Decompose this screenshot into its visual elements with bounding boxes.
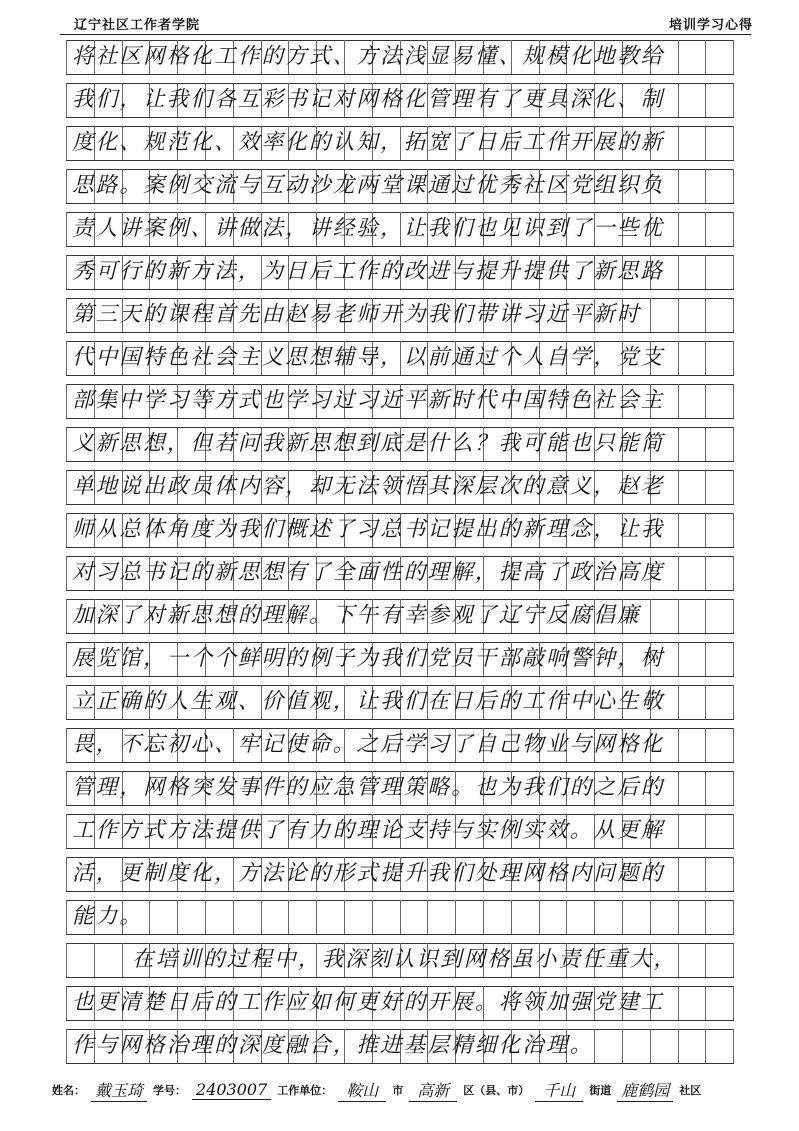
header-org: 辽宁社区工作者学院 xyxy=(74,18,201,33)
ruled-line xyxy=(66,762,734,763)
text-line: 对习总书记的新思想有了全面性的理解，提高了政治高度 xyxy=(72,560,665,585)
cell-divider xyxy=(733,40,734,74)
text-line: 在培训的过程中，我深刻认识到网格虽小责任重大， xyxy=(132,947,678,972)
cell-divider xyxy=(66,470,67,504)
text-line: 展览馆，一个个鲜明的例子为我们党员干部敲响警钟，树 xyxy=(72,646,665,671)
ruled-line xyxy=(66,848,734,849)
ruled-line xyxy=(66,203,734,204)
text-line: 活，更制度化，方法论的形式提升我们处理网格内问题的 xyxy=(72,861,665,886)
city-value: 鞍山 xyxy=(338,1078,386,1102)
cell-divider xyxy=(733,771,734,805)
district-label: 区（县、市） xyxy=(463,1084,530,1097)
cell-divider xyxy=(66,943,67,977)
cell-divider xyxy=(66,857,67,891)
ruled-line xyxy=(66,547,734,548)
cell-divider xyxy=(733,857,734,891)
text-line: 责人讲案例、讲做法，讲经验，让我们也见识到了一些优 xyxy=(72,216,665,241)
unit-label: 工作单位： xyxy=(277,1084,333,1097)
cell-divider xyxy=(733,728,734,762)
ruled-line xyxy=(66,805,734,806)
header-rule xyxy=(60,34,751,35)
cell-divider xyxy=(733,556,734,590)
text-line: 第三天的课程首先由赵易老师开为我们带讲习近平新时 xyxy=(72,302,641,327)
ruled-line xyxy=(66,676,734,677)
ruled-line xyxy=(66,719,734,720)
text-line: 师从总体角度为我们概述了习总书记提出的新理念，让我 xyxy=(72,517,665,542)
cell-divider xyxy=(733,126,734,160)
ruled-line xyxy=(66,461,734,462)
ruled-line xyxy=(66,1063,734,1064)
text-line: 思路。案例交流与互动沙龙两堂课通过优秀社区党组织负 xyxy=(72,173,665,198)
cell-divider xyxy=(66,169,67,203)
ruled-line xyxy=(66,246,734,247)
ruled-line xyxy=(66,590,734,591)
cell-divider xyxy=(733,169,734,203)
street-value: 千山 xyxy=(535,1078,583,1102)
cell-divider xyxy=(733,900,734,934)
text-line: 畏，不忘初心、牢记使命。之后学习了自己物业与网格化 xyxy=(72,732,665,757)
writing-sheet xyxy=(66,40,734,1072)
cell-divider xyxy=(733,599,734,633)
cell-divider xyxy=(66,599,67,633)
cell-divider xyxy=(733,986,734,1020)
cell-divider xyxy=(733,685,734,719)
cell-divider xyxy=(66,728,67,762)
cell-divider xyxy=(66,513,67,547)
ruled-line xyxy=(66,504,734,505)
cell-divider xyxy=(66,900,67,934)
cell-divider xyxy=(733,255,734,289)
ruled-line xyxy=(66,633,734,634)
cell-divider xyxy=(66,83,67,117)
ruled-line xyxy=(66,1020,734,1021)
ruled-line xyxy=(66,418,734,419)
text-line: 单地说出政员体内容，却无法领悟其深层次的意义，赵老 xyxy=(72,474,665,499)
cell-divider xyxy=(733,427,734,461)
text-line: 度化、规范化、效率化的认知，拓宽了日后工作开展的新 xyxy=(72,130,665,155)
cell-divider xyxy=(66,1029,67,1063)
footer xyxy=(52,1076,759,1104)
cell-divider xyxy=(733,298,734,332)
cell-divider xyxy=(66,341,67,375)
cell-divider xyxy=(66,40,67,74)
cell-divider xyxy=(733,83,734,117)
text-line: 部集中学习等方式也学习过习近平新时代中国特色社会主 xyxy=(72,388,665,413)
text-line: 立正确的人生观、价值观，让我们在日后的工作中心生敬 xyxy=(72,689,665,714)
cell-divider xyxy=(733,384,734,418)
cell-divider xyxy=(733,814,734,848)
ruled-line xyxy=(66,289,734,290)
id-label: 学号： xyxy=(153,1084,187,1097)
cell-divider xyxy=(733,470,734,504)
ruled-line xyxy=(66,934,734,935)
cell-divider xyxy=(66,685,67,719)
street-label: 街道 xyxy=(589,1084,612,1097)
ruled-line xyxy=(66,891,734,892)
ruled-line xyxy=(66,74,734,75)
cell-divider xyxy=(733,1029,734,1063)
text-line: 工作方式方法提供了有力的理论支持与实例实效。从更解 xyxy=(72,818,665,843)
cell-divider xyxy=(66,986,67,1020)
text-line: 代中国特色社会主义思想辅导，以前通过个人自学，党支 xyxy=(72,345,665,370)
cell-divider xyxy=(733,212,734,246)
text-line: 管理，网格突发事件的应急管理策略。也为我们的之后的 xyxy=(72,775,665,800)
community-label: 社区 xyxy=(679,1084,702,1097)
cell-divider xyxy=(66,556,67,590)
cell-divider xyxy=(733,341,734,375)
name-value: 戴玉琦 xyxy=(91,1078,147,1102)
text-line: 秀可行的新方法，为日后工作的改进与提升提供了新思路 xyxy=(72,259,665,284)
cell-divider xyxy=(66,771,67,805)
text-line: 加深了对新思想的理解。下午有幸参观了辽宁反腐倡廉 xyxy=(72,603,641,628)
name-label: 姓名： xyxy=(52,1084,85,1097)
cell-divider xyxy=(66,298,67,332)
cell-divider xyxy=(733,943,734,977)
text-line: 我们，让我们各互彩书记对网格化管理有了更具深化、制 xyxy=(72,87,665,112)
text-line: 义新思想，但若问我新思想到底是什么？我可能也只能简 xyxy=(72,431,665,456)
ruled-line xyxy=(66,375,734,376)
id-value: 2403007 xyxy=(192,1080,271,1100)
ruled-line xyxy=(66,160,734,161)
header-title: 培训学习心得 xyxy=(668,18,753,33)
cell-divider xyxy=(733,513,734,547)
cell-divider xyxy=(66,384,67,418)
cell-divider xyxy=(733,642,734,676)
district-value: 高新 xyxy=(409,1078,457,1102)
cell-divider xyxy=(66,255,67,289)
text-line: 作与网格治理的深度融合，推进基层精细化治理。 xyxy=(72,1033,594,1058)
text-line: 将社区网格化工作的方式、方法浅显易懂、规模化地教给 xyxy=(72,44,665,69)
ruled-line xyxy=(66,117,734,118)
cell-divider xyxy=(66,212,67,246)
cell-divider xyxy=(66,642,67,676)
city-label: 市 xyxy=(392,1084,404,1097)
ruled-line xyxy=(66,332,734,333)
text-line: 能力。 xyxy=(72,904,144,929)
text-line: 也更清楚日后的工作应如何更好的开展。将领加强党建工 xyxy=(72,990,665,1015)
ruled-line xyxy=(66,977,734,978)
cell-divider xyxy=(66,427,67,461)
community-value: 鹿鹤园 xyxy=(617,1078,673,1102)
cell-divider xyxy=(66,126,67,160)
cell-divider xyxy=(66,814,67,848)
